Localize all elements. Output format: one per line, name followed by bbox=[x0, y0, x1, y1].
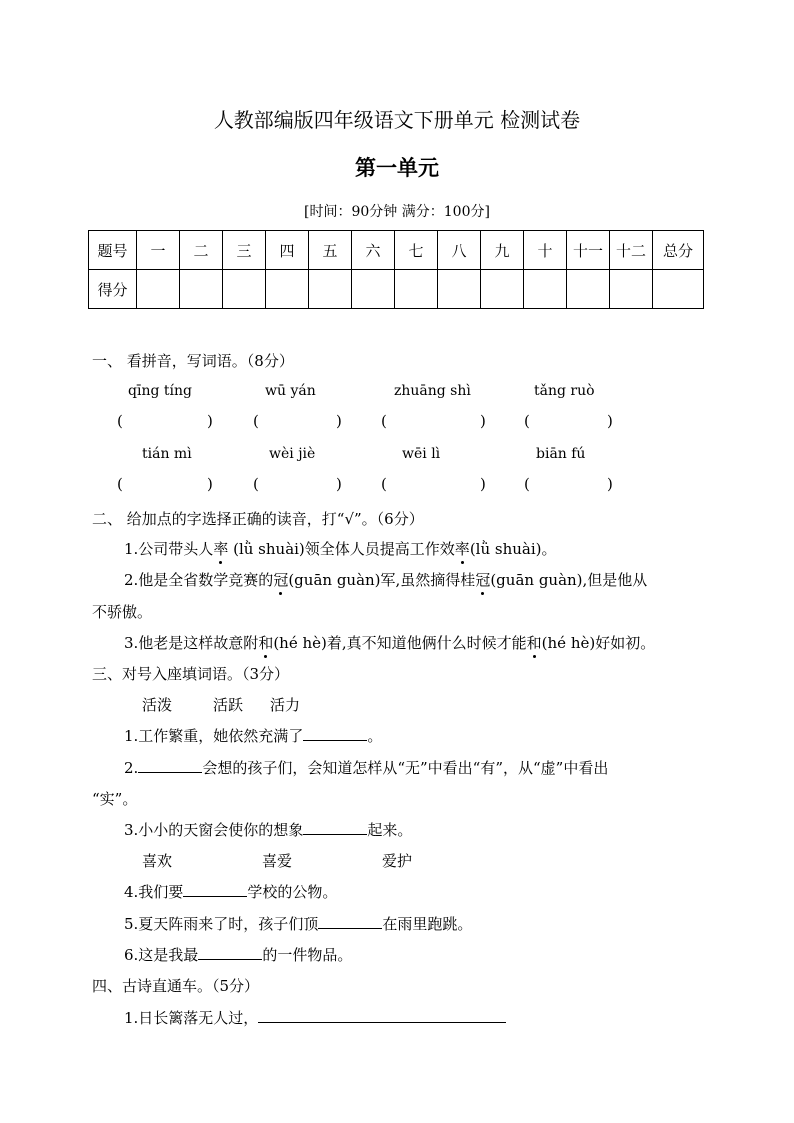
table-header-cell: 十二 bbox=[610, 231, 653, 270]
question-text: 1.工作繁重，她依然充满了 bbox=[124, 727, 304, 745]
table-header-cell: 十 bbox=[524, 231, 567, 270]
word-option: 爱护 bbox=[382, 852, 413, 870]
score-cell bbox=[524, 270, 567, 309]
pinyin-item: biān fú bbox=[536, 446, 586, 462]
table-header-cell: 三 bbox=[223, 231, 266, 270]
question-3-1 bbox=[124, 725, 382, 746]
answer-paren-open: ( bbox=[381, 475, 387, 493]
question-2-1 bbox=[124, 538, 557, 559]
question-text: 2. bbox=[124, 759, 139, 777]
dotted-char: 冠 bbox=[475, 571, 491, 589]
table-header-cell: 八 bbox=[438, 231, 481, 270]
answer-paren-close: ) bbox=[207, 412, 213, 430]
word-option: 活跃 bbox=[213, 696, 244, 714]
word-option: 活泼 bbox=[142, 696, 173, 714]
question-3-3 bbox=[124, 819, 412, 840]
table-header-cell: 二 bbox=[180, 231, 223, 270]
question-text: (guān guàn)军,虽然摘得桂 bbox=[288, 571, 476, 589]
question-text: 会想的孩子们，会知道怎样从“无”中看出“有”，从“虚”中看出 bbox=[202, 759, 609, 777]
question-2-3 bbox=[124, 632, 655, 653]
fill-blank[interactable] bbox=[198, 945, 262, 960]
question-3-6 bbox=[124, 944, 352, 965]
question-text: 起来。 bbox=[367, 821, 413, 839]
table-header-cell: 题号 bbox=[89, 231, 137, 270]
answer-paren-close: ) bbox=[207, 475, 213, 493]
fill-blank[interactable] bbox=[303, 820, 367, 835]
score-cell bbox=[180, 270, 223, 309]
table-header-cell: 四 bbox=[266, 231, 309, 270]
unit-subtitle: 第一单元 bbox=[355, 155, 439, 180]
fill-blank[interactable] bbox=[183, 882, 247, 897]
question-3-2-continued: “实”。 bbox=[92, 790, 138, 808]
pinyin-item: zhuāng shì bbox=[394, 383, 471, 399]
question-text: 4.我们要 bbox=[124, 883, 184, 901]
pinyin-item: tián mì bbox=[142, 446, 192, 462]
answer-paren-open: ( bbox=[117, 412, 123, 430]
question-text: 2.他是全省数学竞赛的 bbox=[124, 571, 274, 589]
table-header-cell: 总分 bbox=[653, 231, 704, 270]
word-option: 喜欢 bbox=[142, 852, 173, 870]
dotted-char: 冠 bbox=[273, 571, 289, 589]
question-text: (guān guàn),但是他从 bbox=[490, 571, 648, 589]
answer-paren-open: ( bbox=[381, 412, 387, 430]
score-cell bbox=[309, 270, 352, 309]
pinyin-item: qīng tíng bbox=[128, 383, 192, 399]
dotted-char: 和 bbox=[258, 634, 274, 652]
question-text: 1.公司带头人 bbox=[124, 540, 214, 558]
answer-paren-open: ( bbox=[117, 475, 123, 493]
question-text: 在雨里跑跳。 bbox=[382, 915, 473, 933]
section-3-heading: 三、对号入座填词语。（3分） bbox=[92, 665, 290, 683]
question-text: (lǜ shuài)领全体人员提高工作效 bbox=[228, 540, 455, 558]
score-cell bbox=[567, 270, 610, 309]
score-cell bbox=[137, 270, 180, 309]
answer-paren-close: ) bbox=[336, 475, 342, 493]
question-text: 3.他老是这样故意附 bbox=[124, 634, 259, 652]
answer-paren-open: ( bbox=[253, 475, 259, 493]
dotted-char: 和 bbox=[526, 634, 542, 652]
question-2-2 bbox=[124, 569, 647, 590]
score-table bbox=[88, 230, 704, 309]
question-text: 6.这是我最 bbox=[124, 946, 199, 964]
table-row bbox=[89, 270, 704, 309]
question-text: 学校的公物。 bbox=[247, 883, 338, 901]
table-header-cell: 十一 bbox=[567, 231, 610, 270]
pinyin-item: wèi jiè bbox=[269, 446, 316, 462]
answer-paren-close: ) bbox=[336, 412, 342, 430]
section-2-heading: 二、 给加点的字选择正确的读音，打“√”。（6分） bbox=[92, 510, 424, 528]
score-cell bbox=[395, 270, 438, 309]
question-text: (lǜ shuài)。 bbox=[469, 540, 557, 558]
pinyin-item: wēi lì bbox=[402, 446, 441, 462]
answer-paren-close: ) bbox=[607, 475, 613, 493]
score-cell bbox=[266, 270, 309, 309]
question-text: (hé hè)着,真不知道他俩什么时候才能 bbox=[273, 634, 527, 652]
table-row bbox=[89, 231, 704, 270]
fill-blank[interactable] bbox=[138, 758, 202, 773]
section-1-heading: 一、 看拼音，写词语。（8分） bbox=[92, 352, 294, 370]
table-header-cell: 七 bbox=[395, 231, 438, 270]
fill-blank[interactable] bbox=[318, 914, 382, 929]
score-cell bbox=[223, 270, 266, 309]
time-score-info: [时间：90分钟 满分：100分] bbox=[304, 204, 490, 220]
question-4-1 bbox=[124, 1007, 506, 1028]
score-cell bbox=[481, 270, 524, 309]
fill-blank[interactable] bbox=[303, 726, 367, 741]
answer-paren-open: ( bbox=[524, 475, 530, 493]
table-header-cell: 六 bbox=[352, 231, 395, 270]
pinyin-item: wū yán bbox=[265, 383, 316, 399]
question-2-2-continued: 不骄傲。 bbox=[92, 603, 153, 621]
word-option: 喜爱 bbox=[262, 852, 293, 870]
table-header-cell: 五 bbox=[309, 231, 352, 270]
score-cell bbox=[438, 270, 481, 309]
answer-paren-open: ( bbox=[253, 412, 259, 430]
score-cell bbox=[610, 270, 653, 309]
question-3-5 bbox=[124, 913, 472, 934]
question-text: 3.小小的天窗会使你的想象 bbox=[124, 821, 304, 839]
table-header-cell: 九 bbox=[481, 231, 524, 270]
word-option: 活力 bbox=[270, 696, 301, 714]
section-4-heading: 四、古诗直通车。（5分） bbox=[92, 977, 260, 995]
question-text: 5.夏天阵雨来了时，孩子们顶 bbox=[124, 915, 319, 933]
question-3-4 bbox=[124, 881, 337, 902]
question-text: 的一件物品。 bbox=[262, 946, 353, 964]
pinyin-item: tǎng ruò bbox=[534, 383, 595, 399]
question-text: 。 bbox=[367, 727, 383, 745]
document-title: 人教部编版四年级语文下册单元 检测试卷 bbox=[213, 108, 581, 132]
answer-paren-close: ) bbox=[480, 475, 486, 493]
question-text: 1.日长篱落无人过， bbox=[124, 1009, 259, 1027]
question-3-2 bbox=[124, 757, 608, 778]
fill-blank[interactable] bbox=[258, 1008, 506, 1023]
table-header-cell: 一 bbox=[137, 231, 180, 270]
score-cell bbox=[653, 270, 704, 309]
question-text: (hé hè)好如初。 bbox=[541, 634, 656, 652]
dotted-char: 率 bbox=[454, 540, 470, 558]
answer-paren-close: ) bbox=[607, 412, 613, 430]
dotted-char: 率 bbox=[213, 540, 229, 558]
score-cell bbox=[352, 270, 395, 309]
answer-paren-open: ( bbox=[524, 412, 530, 430]
table-row-label: 得分 bbox=[89, 270, 137, 309]
answer-paren-close: ) bbox=[480, 412, 486, 430]
